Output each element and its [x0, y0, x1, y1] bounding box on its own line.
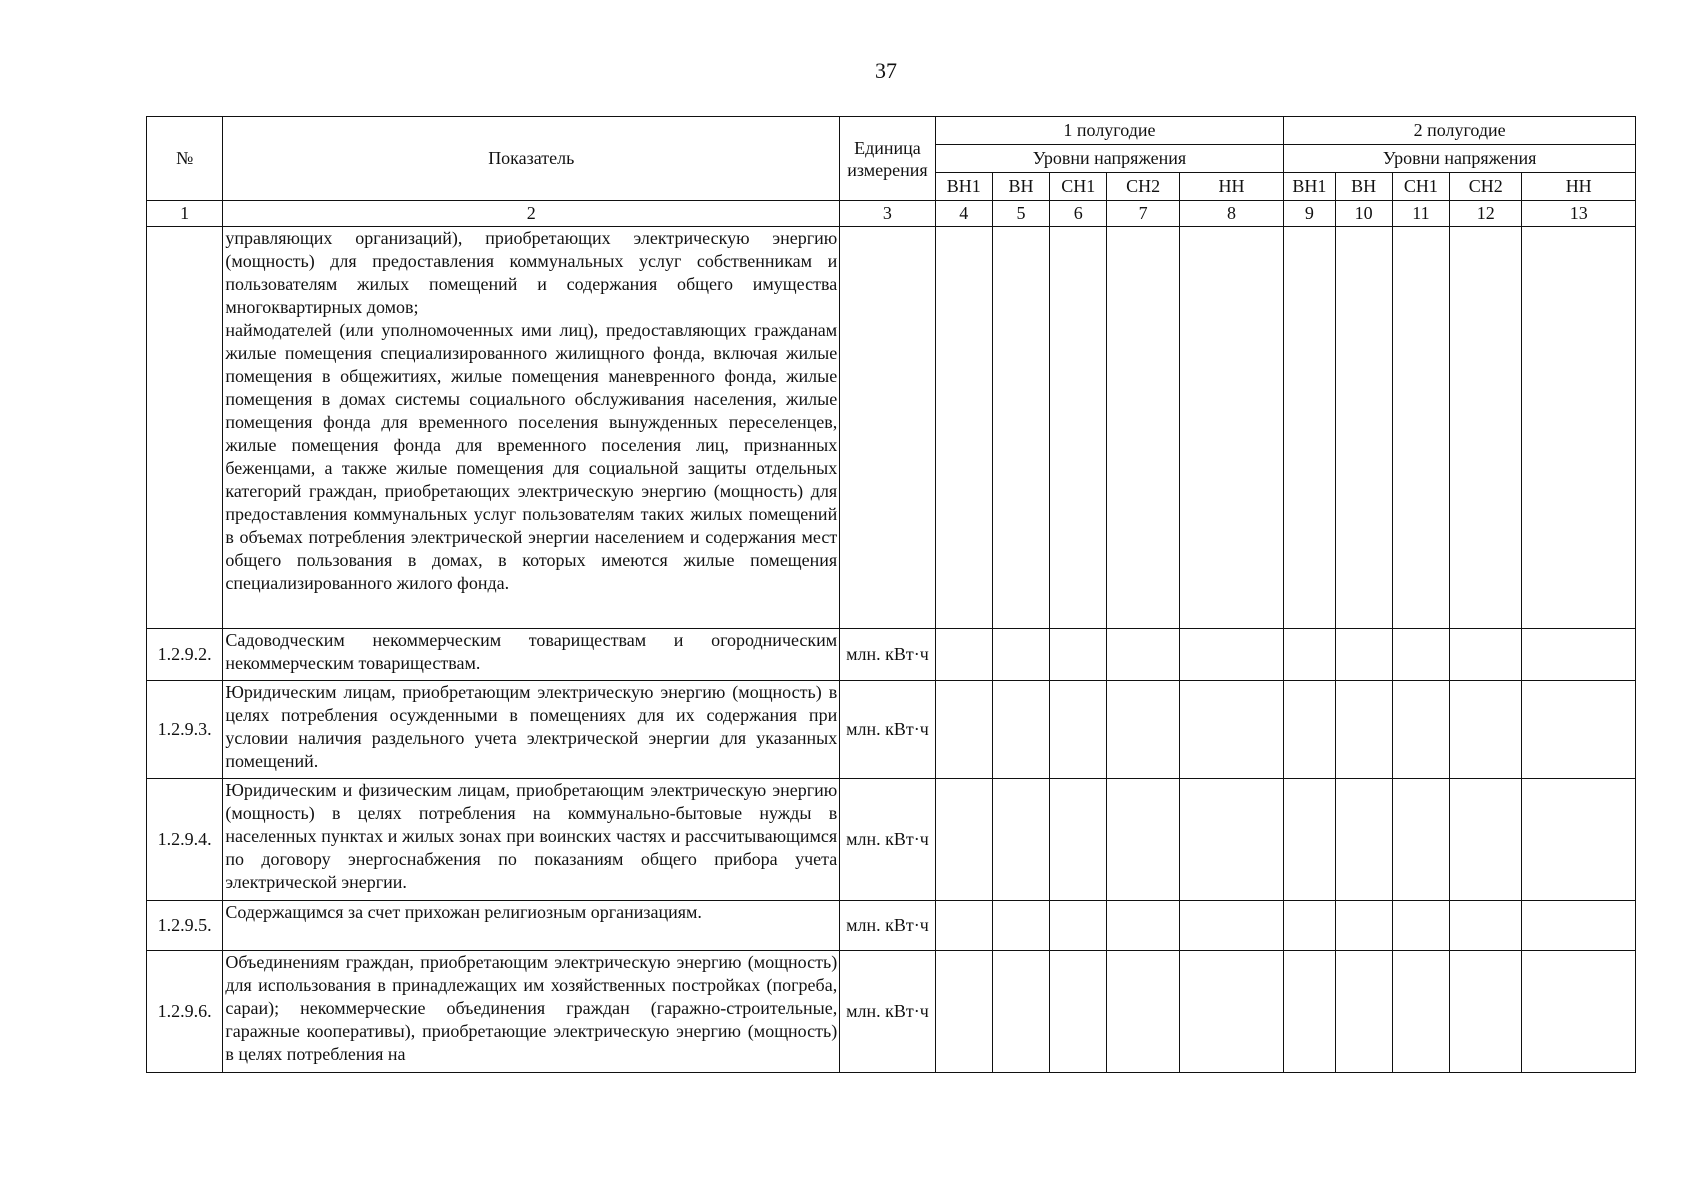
value-cell [1179, 681, 1284, 779]
row-indicator-text: Содержащимся за счет прихожан религиозным организациям. [223, 901, 840, 951]
value-cell [1450, 681, 1522, 779]
header-level: ВН1 [1284, 173, 1335, 201]
column-number: 5 [992, 201, 1049, 227]
value-cell [1284, 951, 1335, 1073]
value-cell [935, 629, 992, 681]
value-cell [1450, 951, 1522, 1073]
value-cell [1050, 681, 1107, 779]
row-unit: млн. кВт·ч [840, 779, 935, 901]
value-cell [1450, 779, 1522, 901]
value-cell [1522, 951, 1636, 1073]
value-cell [1050, 901, 1107, 951]
indicator-table [146, 116, 1636, 1073]
value-cell [1107, 227, 1179, 629]
column-number: 12 [1450, 201, 1522, 227]
header-indicator: Показатель [223, 117, 840, 201]
value-cell [1284, 681, 1335, 779]
column-number: 2 [223, 201, 840, 227]
row-id: 1.2.9.3. [147, 681, 223, 779]
value-cell [1284, 629, 1335, 681]
value-cell [1450, 629, 1522, 681]
value-cell [1335, 629, 1392, 681]
value-cell [1522, 629, 1636, 681]
row-id: 1.2.9.2. [147, 629, 223, 681]
table-row [147, 901, 1636, 951]
value-cell [1335, 779, 1392, 901]
header-level: ВН [1335, 173, 1392, 201]
header-level: СН1 [1050, 173, 1107, 201]
table-row [147, 629, 1636, 681]
value-cell [1392, 779, 1449, 901]
header-half-1: 1 полугодие [935, 117, 1284, 145]
page-number: 37 [875, 58, 897, 83]
row-unit [840, 227, 935, 629]
column-number: 10 [1335, 201, 1392, 227]
value-cell [1335, 951, 1392, 1073]
value-cell [1450, 227, 1522, 629]
row-indicator-text: Юридическим и физическим лицам, приобретающим электрическую энергию (мощность) в целях потребления на коммунально-бытовые нужды в населенных пунктах и жилых зонах при воинских частях и рассчитывающимся по договору энергоснабжения по показаниям общего прибора учета электрической энергии. [223, 779, 840, 901]
value-cell [1179, 951, 1284, 1073]
row-unit: млн. кВт·ч [840, 951, 935, 1073]
value-cell [992, 629, 1049, 681]
value-cell [935, 227, 992, 629]
column-number: 6 [1050, 201, 1107, 227]
header-level: ВН1 [935, 173, 992, 201]
value-cell [1050, 629, 1107, 681]
column-number: 9 [1284, 201, 1335, 227]
value-cell [1107, 901, 1179, 951]
value-cell [992, 779, 1049, 901]
value-cell [992, 227, 1049, 629]
value-cell [1335, 901, 1392, 951]
header-unit: Единица измерения [840, 117, 935, 201]
value-cell [1107, 951, 1179, 1073]
value-cell [935, 779, 992, 901]
value-cell [1050, 951, 1107, 1073]
value-cell [1522, 901, 1636, 951]
value-cell [1179, 227, 1284, 629]
value-cell [1335, 227, 1392, 629]
value-cell [1107, 779, 1179, 901]
value-cell [1107, 629, 1179, 681]
table-row [147, 227, 1636, 629]
row-id: 1.2.9.6. [147, 951, 223, 1073]
header-voltage-levels-1: Уровни напряжения [935, 145, 1284, 173]
header-level: СН2 [1107, 173, 1179, 201]
row-indicator-text: Садоводческим некоммерческим товариществам и огородническим некоммерческим товариществам. [223, 629, 840, 681]
row-id: 1.2.9.5. [147, 901, 223, 951]
value-cell [935, 681, 992, 779]
value-cell [992, 681, 1049, 779]
header-no: № [147, 117, 223, 201]
value-cell [1284, 227, 1335, 629]
header-level: НН [1179, 173, 1284, 201]
value-cell [1050, 779, 1107, 901]
row-indicator-text: Юридическим лицам, приобретающим электрическую энергию (мощность) в целях потребления осужденными в помещениях для их содержания при условии наличия раздельного учета электрической энергии для указанных помещений. [223, 681, 840, 779]
row-unit: млн. кВт·ч [840, 681, 935, 779]
value-cell [992, 951, 1049, 1073]
column-number: 1 [147, 201, 223, 227]
column-number: 3 [840, 201, 935, 227]
row-id: 1.2.9.4. [147, 779, 223, 901]
value-cell [1392, 951, 1449, 1073]
column-number: 7 [1107, 201, 1179, 227]
value-cell [1392, 901, 1449, 951]
column-number: 4 [935, 201, 992, 227]
value-cell [1050, 227, 1107, 629]
value-cell [1107, 681, 1179, 779]
value-cell [1522, 681, 1636, 779]
value-cell [1284, 779, 1335, 901]
header-level: НН [1522, 173, 1636, 201]
header-level: СН1 [1392, 173, 1449, 201]
header-voltage-levels-2: Уровни напряжения [1284, 145, 1636, 173]
value-cell [1392, 681, 1449, 779]
column-number-row [147, 201, 1636, 227]
value-cell [935, 901, 992, 951]
value-cell [1179, 901, 1284, 951]
value-cell [1450, 901, 1522, 951]
column-number: 13 [1522, 201, 1636, 227]
column-number: 8 [1179, 201, 1284, 227]
value-cell [1392, 629, 1449, 681]
row-unit: млн. кВт·ч [840, 901, 935, 951]
value-cell [1522, 779, 1636, 901]
value-cell [935, 951, 992, 1073]
row-unit: млн. кВт·ч [840, 629, 935, 681]
table-row [147, 779, 1636, 901]
value-cell [1179, 779, 1284, 901]
column-number: 11 [1392, 201, 1449, 227]
value-cell [1392, 227, 1449, 629]
row-id [147, 227, 223, 629]
row-indicator-text: управляющих организаций), приобретающих электрическую энергию (мощность) для предоставления коммунальных услуг собственникам и пользователям жилых помещений и содержания общего имущества многоквартирных домов; наймодателей (или уполномоченных ими лиц), предоставляющих гражданам жилые помещения специализированного жилищного фонда, включая жилые помещения в общежитиях, жилые помещения маневренного фонда, жилые помещения в домах системы социального обслуживания населения, жилые помещения фонда для временного поселения вынужденных переселенцев, жилые помещения фонда для временного поселения лиц, признанных беженцами, а также жилые помещения для социальной защиты отдельных категорий граждан, приобретающих электрическую энергию (мощность) для предоставления коммунальных услуг пользователям таких жилых помещений в объемах потребления электрической энергии населением и содержания мест общего пользования в домах, в которых имеются жилые помещения специализированного жилого фонда. [223, 227, 840, 629]
table-row [147, 951, 1636, 1073]
header-half-2: 2 полугодие [1284, 117, 1636, 145]
value-cell [1284, 901, 1335, 951]
header-level: ВН [992, 173, 1049, 201]
table-row [147, 681, 1636, 779]
value-cell [1522, 227, 1636, 629]
value-cell [1335, 681, 1392, 779]
header-level: СН2 [1450, 173, 1522, 201]
value-cell [1179, 629, 1284, 681]
value-cell [992, 901, 1049, 951]
row-indicator-text: Объединениям граждан, приобретающим электрическую энергию (мощность) для использования в принадлежащих им хозяйственных постройках (погреба, сараи); некоммерческие объединения граждан (гаражно-строительные, гаражные кооперативы), приобретающие электрическую энергию (мощность) в целях потребления на [223, 951, 840, 1073]
